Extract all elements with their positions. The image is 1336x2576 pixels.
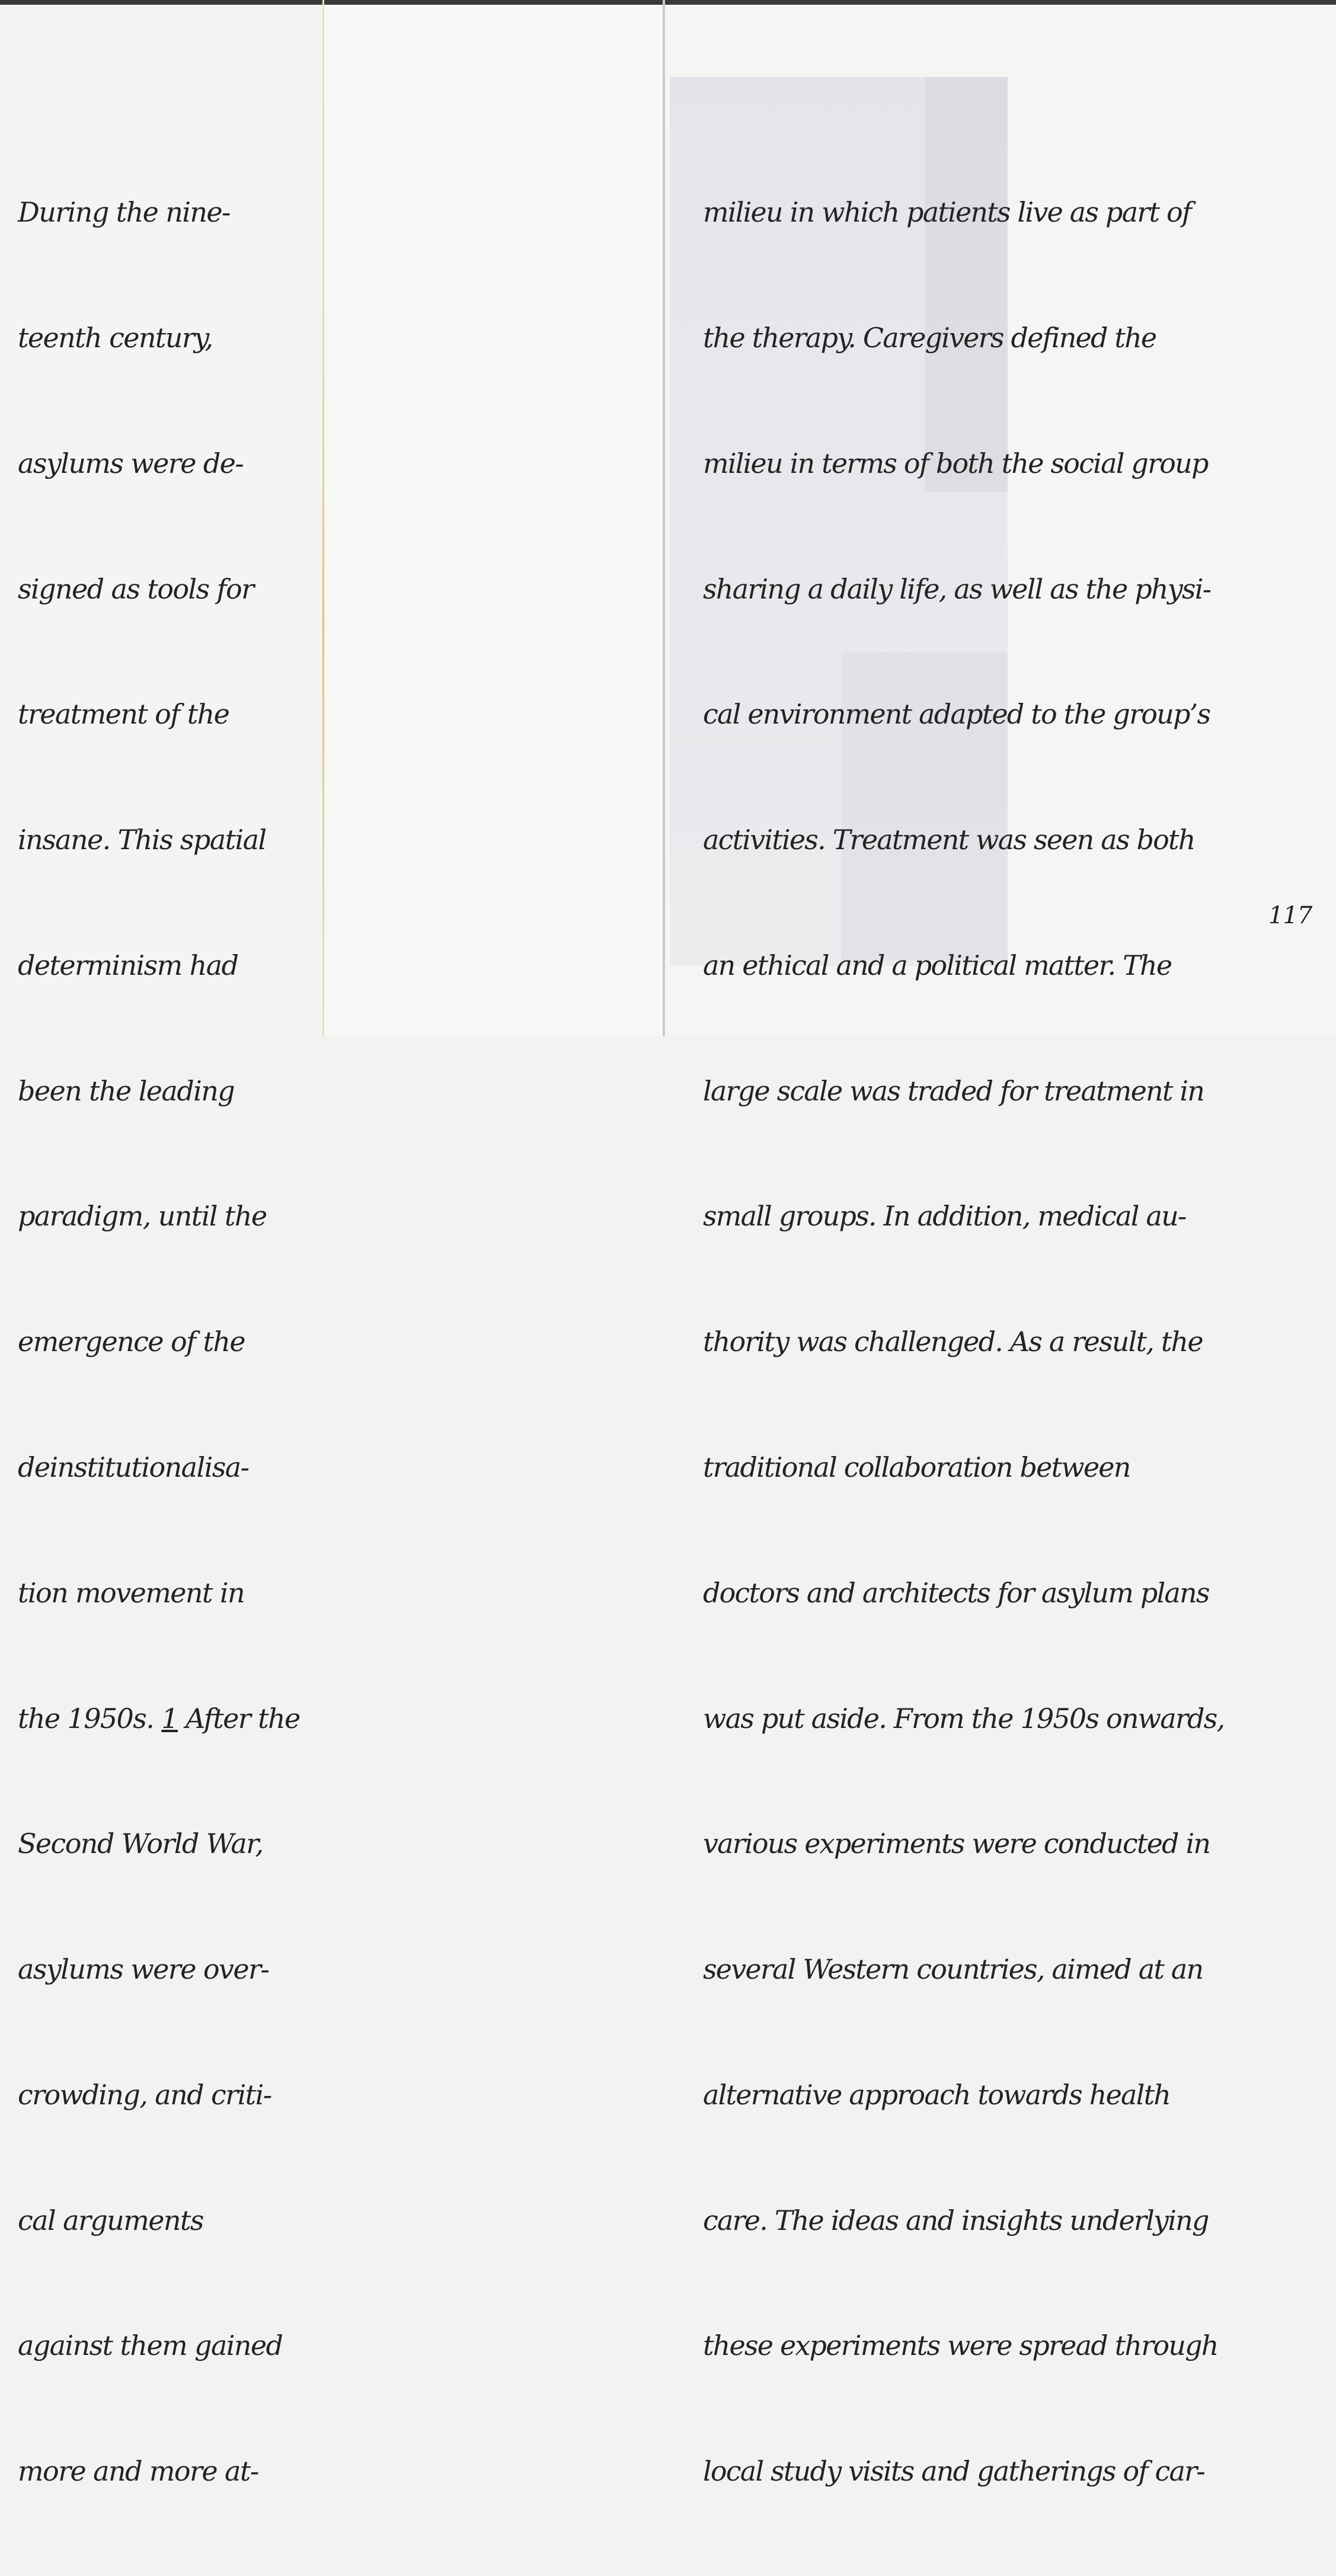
text-line-with-footnote [18, 1698, 314, 1740]
text-line: was put aside. From the 1950s onwards, [703, 1702, 1225, 1735]
page-fold-right [663, 0, 665, 1036]
text-line: cal arguments [18, 2204, 203, 2236]
text-line: thority was challenged. As a result, the [703, 1326, 1203, 1358]
text-line: milieu in terms of both the social group [703, 447, 1208, 479]
text-line: against them gained [18, 2329, 283, 2362]
page-number: 117 [1268, 902, 1312, 929]
text-line: crowding, and criti- [18, 2078, 271, 2111]
text-line: local study visits and gatherings of car- [703, 2455, 1205, 2488]
text-line: large scale was traded for treatment in [703, 1074, 1204, 1107]
text-line: cal environment adapted to the group’s [703, 698, 1210, 731]
text-line: insane. This spatial [18, 824, 266, 856]
text-line: treatment of the [18, 698, 229, 731]
text-line: activities. Treatment was seen as both [703, 824, 1195, 856]
text-line: care. The ideas and insights underlying [703, 2204, 1209, 2236]
text-line: the therapy. Caregivers defined the [703, 321, 1156, 354]
text-line: traditional collaboration between [703, 1451, 1130, 1483]
text-line: determinism had [18, 949, 238, 981]
text-line-end: After the [177, 1702, 300, 1735]
text-line: paradigm, until the [18, 1200, 267, 1233]
text-line: asylums were de- [18, 447, 244, 479]
text-line: been the leading [18, 1074, 235, 1107]
text-line: small groups. In addition, medical au- [703, 1200, 1186, 1233]
text-line: asylums were over- [18, 1953, 269, 1986]
text-line: tion movement in [18, 1576, 244, 1609]
text-line: various experiments were conducted in [703, 1828, 1210, 1860]
blank-middle-page [323, 0, 664, 1036]
text-line: Second World War, [18, 1828, 263, 1860]
text-line: milieu in which patients live as part of [703, 196, 1191, 229]
scan-top-edge [0, 0, 1336, 5]
text-line: more and more at- [18, 2455, 258, 2488]
text-line: deinstitutionalisa- [18, 1451, 249, 1483]
right-page-text [703, 108, 1248, 2576]
text-line: During the nine- [18, 196, 230, 229]
text-line: signed as tools for [18, 572, 254, 605]
text-line: doctors and architects for asylum plans [703, 1576, 1209, 1609]
text-line: several Western countries, aimed at an [703, 1953, 1203, 1986]
left-page-text [18, 108, 314, 2576]
text-line-start: the 1950s. [18, 1702, 154, 1735]
text-line: an ethical and a political matter. The [703, 949, 1172, 981]
text-line: these experiments were spread through [703, 2329, 1218, 2362]
text-line: emergence of the [18, 1326, 245, 1358]
text-line: alternative approach towards health [703, 2078, 1171, 2111]
text-line: teenth century, [18, 321, 213, 354]
page-fold-left [322, 0, 324, 1036]
text-line: sharing a daily life, as well as the physi- [703, 572, 1211, 605]
footnote-reference[interactable]: 1 [161, 1702, 178, 1735]
